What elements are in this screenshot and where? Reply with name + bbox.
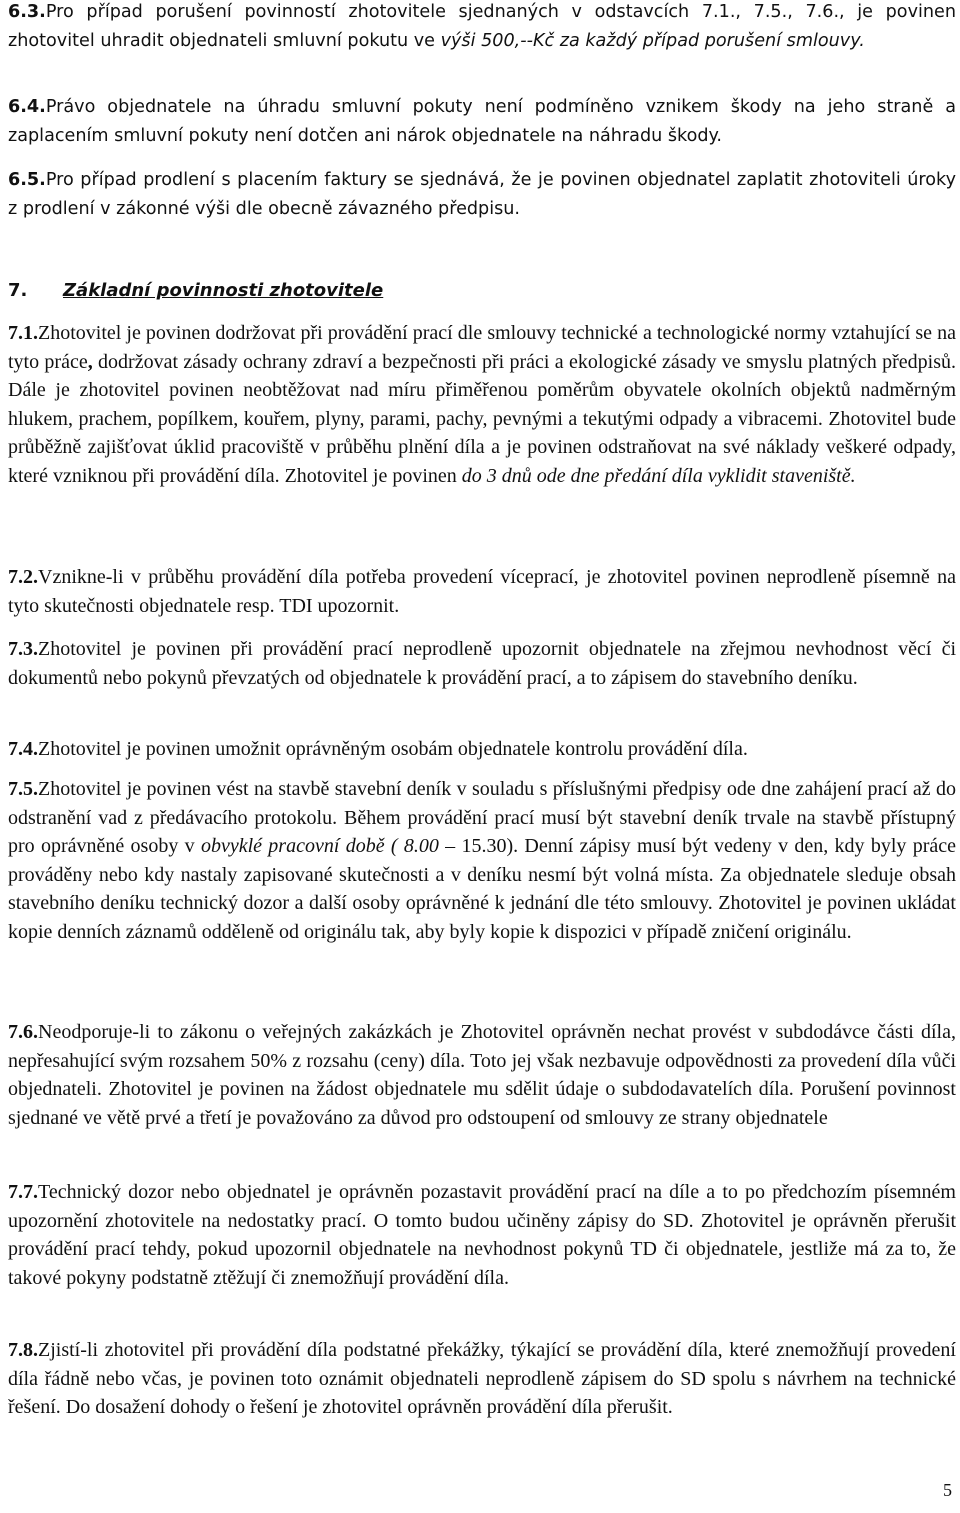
paragraph-text: Neodporuje-li to zákonu o veřejných zakázkách je Zhotovitel oprávněn nechat provést v subdodávce části díla, nepřesahující svým rozsahem 50% z rozsahu (ceny) díla. Toto jej však nezbavuje odpovědnosti za provedení díla vůči objednateli. Zhotovitel je povinen na žádost objednatele mu sdělit údaje o subdodavatelích díla. Porušení povinnost sjednané ve větě prvé a třetí je považováno za důvod pro odstoupení od smlouvy ze strany objednatele: [8, 1021, 956, 1129]
paragraph-number: 6.5.: [8, 170, 46, 190]
paragraph-6-5: [8, 166, 956, 224]
paragraph-number: 7.1.: [8, 322, 38, 344]
paragraph-number: 7.5.: [8, 778, 38, 800]
paragraph-text: Pro případ porušení povinností zhotovitele sjednaných v odstavcích 7.1., 7.5., 7.6., je povinen zhotovitel uhradit objednateli smluvní pokutu ve: [8, 2, 956, 51]
paragraph-text: Právo objednatele na úhradu smluvní pokuty není podmíněno vznikem škody na jeho straně a zaplacením smluvní pokuty není dotčen ani nárok objednatele na náhradu škody.: [8, 97, 956, 146]
paragraph-text-bold: ,: [87, 350, 93, 373]
paragraph-number: 7.4.: [8, 738, 38, 760]
paragraph-number: 7.6.: [8, 1021, 38, 1043]
paragraph-7-4: [8, 735, 956, 764]
paragraph-text: Zhotovitel je povinen vést na stavbě stavební deník v souladu s příslušnými předpisy ode dne zahájení prací až do odstranění vad z předávacího protokolu. Během provádění prací musí být stavební deník trvale na stavbě přístupný pro oprávněné osoby v: [8, 778, 956, 858]
paragraph-text: Zhotovitel je povinen umožnit oprávněným osobám objednatele kontrolu provádění díla.: [38, 738, 748, 760]
paragraph-text: Zjistí-li zhotovitel při provádění díla podstatné překážky, týkající se provádění díla, které znemožňují provedení díla řádně nebo včas, je povinen toto oznámit objednateli neprodleně zápisem do SD spolu s návrhem na technické řešení. Do dosažení dohody o řešení je zhotovitel oprávněn provádění díla přerušit.: [8, 1339, 956, 1419]
paragraph-text-italic: výši 500,--Kč za každý případ porušení smlouvy.: [440, 31, 865, 51]
paragraph-6-4: [8, 93, 956, 151]
paragraph-text: Technický dozor nebo objednatel je oprávněn pozastavit provádění prací na díle a to po předchozím písemném upozornění zhotovitele na nedostatky prací. O tomto budou učiněny zápisy do SD. Zhotovitel je oprávněn přerušit provádění prací tehdy, pokud upozornil objednatele na nevhodnost pokynů TD či objednatele, jestliže má za to, že takové pokyny podstatně ztěžují či znemožňují provádění díla.: [8, 1181, 956, 1289]
section-heading: [8, 276, 383, 306]
paragraph-text: – 15.30). Denní zápisy musí být vedeny v den, kdy byly práce prováděny nebo kdy nastaly zapisované skutečnosti a v deníku nesmí být volná místa. Za objednatele sleduje obsah stavebního deníku technický dozor a další osoby oprávněné k jednání dle této smlouvy. Zhotovitel je povinen ukládat kopie denních záznamů odděleně od originálu tak, aby byly kopie k dispozici v případě zničení originálu.: [8, 835, 957, 943]
paragraph-text: Pro případ prodlení s placením faktury se sjednává, že je povinen objednatel zaplatit zhotoviteli úroky z prodlení v zákonné výši dle obecně závazného předpisu.: [8, 170, 956, 219]
paragraph-6-3: [8, 0, 956, 56]
paragraph-7-7: [8, 1178, 956, 1292]
section-number: 7.: [8, 280, 28, 301]
paragraph-number: 7.3.: [8, 638, 38, 660]
paragraph-text: dodržovat zásady ochrany zdraví a bezpečnosti při práci a ekologické zásady ve smyslu platných předpisů. Dále je zhotovitel povinen neobtěžovat nad míru přiměřenou poměrům obyvatele okolních objektů nadměrným hlukem, prachem, popílkem, kouřem, plyny, parami, pachy, pevnými a tekutými odpady a vibracemi. Zhotovitel bude průběžně zajišťovat úklid pracoviště v průběhu plnění díla a je povinen odstraňovat na své náklady veškeré odpady, které vzniknou při provádění díla. Zhotovitel je povinen: [8, 350, 956, 487]
paragraph-7-5: [8, 775, 956, 947]
paragraph-7-8: [8, 1336, 956, 1422]
paragraph-number: 6.4.: [8, 97, 46, 117]
paragraph-text-italic: obvyklé pracovní době ( 8.00: [200, 835, 439, 858]
paragraph-number: 7.2.: [8, 566, 38, 588]
page-number: 5: [943, 1480, 952, 1500]
paragraph-text: Vznikne-li v průběhu provádění díla potřeba provedení víceprací, je zhotovitel povinen neprodleně písemně na tyto skutečnosti objednatele resp. TDI upozornit.: [8, 566, 956, 617]
paragraph-number: 7.7.: [8, 1181, 38, 1203]
paragraph-7-2: [8, 563, 956, 620]
paragraph-number: 6.3.: [8, 2, 46, 22]
paragraph-7-1: [8, 319, 956, 491]
section-title: Základní povinnosti zhotovitele: [63, 280, 384, 301]
paragraph-text: Zhotovitel je povinen dodržovat při provádění prací dle smlouvy technické a technologické normy vztahující se na tyto práce: [8, 322, 956, 373]
paragraph-number: 7.8.: [8, 1339, 38, 1361]
paragraph-7-6: [8, 1018, 956, 1132]
paragraph-text-italic: do 3 dnů ode dne předání díla vyklidit staveniště.: [461, 464, 856, 487]
paragraph-text: Zhotovitel je povinen při provádění prací neprodleně upozornit objednatele na zřejmou nevhodnost věcí či dokumentů nebo pokynů převzatých od objednatele k provádění prací, a to zápisem do stavebního deníku.: [8, 638, 956, 689]
paragraph-7-3: [8, 635, 956, 692]
